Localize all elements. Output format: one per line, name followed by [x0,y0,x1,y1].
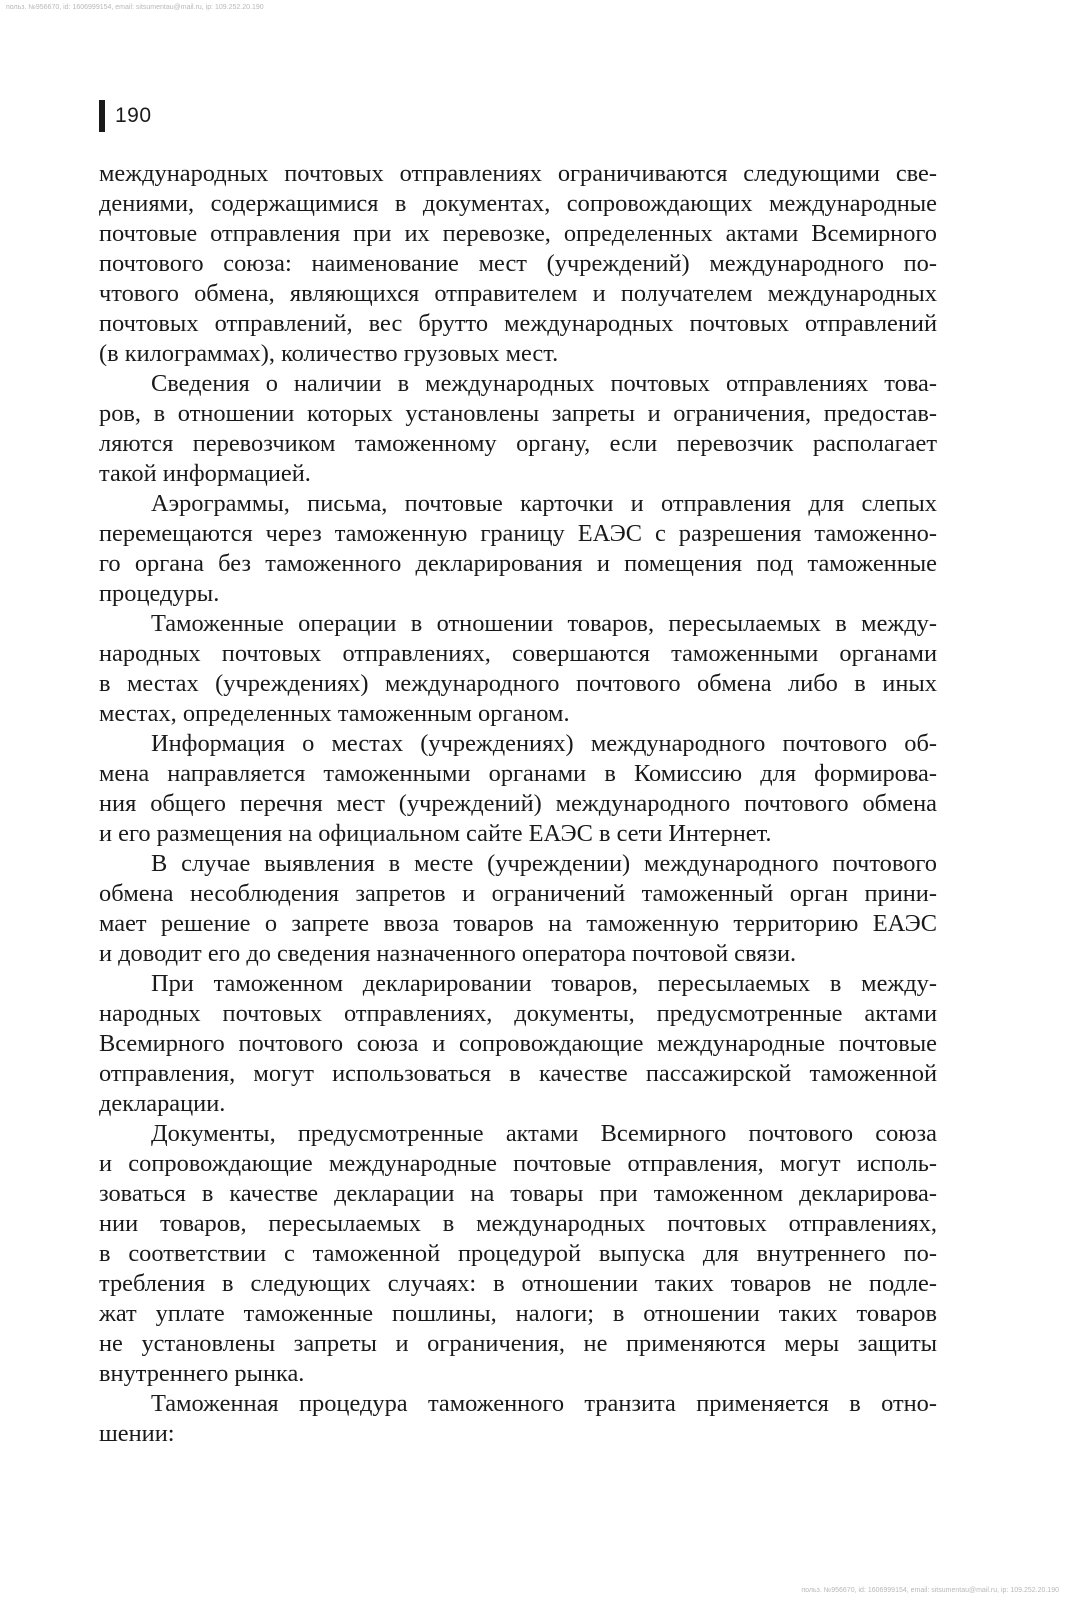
text-line: Таможенные операции в отношении товаров, пересылаемых в между- [151,610,937,637]
body-text [99,159,937,1449]
text-line: народных почтовых отправлениях, совершаются таможенными органами [99,640,937,667]
text-line: ров, в отношении которых установлены запреты и ограничения, предостав- [99,400,937,427]
text-line: обмена несоблюдения запретов и ограничений таможенный орган прини- [99,880,937,907]
text-line: шении: [99,1420,175,1447]
text-line: почтовых отправлений, вес брутто международных почтовых отправлений [99,310,937,337]
text-line: внутреннего рынка. [99,1360,305,1387]
text-line: го органа без таможенного декларирования и помещения под таможенные [99,550,937,577]
text-line: декларации. [99,1090,226,1117]
text-line: дениями, содержащимися в документах, сопровождающих международные [99,190,937,217]
text-line: чтового обмена, являющихся отправителем и получателем международных [99,280,937,307]
text-line: мена направляется таможенными органами в Комиссию для формирова- [99,760,937,787]
text-line: перемещаются через таможенную границу ЕАЭС с разрешения таможенно- [99,520,937,547]
text-line: не установлены запреты и ограничения, не применяются меры защиты [99,1330,937,1357]
text-line: местах, определенных таможенным органом. [99,700,570,727]
text-line: зоваться в качестве декларации на товары при таможенном декларирова- [99,1180,937,1207]
text-line: такой информацией. [99,460,311,487]
text-line: Аэрограммы, письма, почтовые карточки и отправления для слепых [151,490,937,517]
text-line: отправления, могут использоваться в качестве пассажирской таможенной [99,1060,937,1087]
text-line: международных почтовых отправлениях ограничиваются следующими све- [99,160,937,187]
text-line: и его размещения на официальном сайте ЕАЭС в сети Интернет. [99,820,772,847]
text-line: мает решение о запрете ввоза товаров на таможенную территорию ЕАЭС [99,910,937,937]
text-line: ния общего перечня мест (учреждений) международного почтового обмена [99,790,937,817]
text-line: народных почтовых отправлениях, документы, предусмотренные актами [99,1000,937,1027]
text-line: почтовые отправления при их перевозке, определенных актами Всемирного [99,220,937,247]
text-line: ляются перевозчиком таможенному органу, если перевозчик располагает [99,430,937,457]
watermark-bottom: польз. №956670, id: 1606999154, email: sitsumentau@mail.ru, ip: 109.252.20.190 [801,1587,1059,1594]
page-header [99,100,152,132]
text-line: в соответствии с таможенной процедурой выпуска для внутреннего по- [99,1240,937,1267]
text-line: и сопровождающие международные почтовые отправления, могут исполь- [99,1150,937,1177]
text-line: нии товаров, пересылаемых в международных почтовых отправлениях, [99,1210,937,1237]
text-line: Документы, предусмотренные актами Всемирного почтового союза [151,1120,937,1147]
header-bar-mark [99,100,105,132]
text-line: в местах (учреждениях) международного почтового обмена либо в иных [99,670,937,697]
text-line: (в килограммах), количество грузовых мест. [99,340,559,367]
text-line: Сведения о наличии в международных почтовых отправлениях това- [151,370,937,397]
text-line: почтового союза: наименование мест (учреждений) международного по- [99,250,937,277]
text-line: жат уплате таможенные пошлины, налоги; в отношении таких товаров [99,1300,937,1327]
text-line: требления в следующих случаях: в отношении таких товаров не подле- [99,1270,937,1297]
text-line: и доводит его до сведения назначенного оператора почтовой связи. [99,940,797,967]
text-line: процедуры. [99,580,220,607]
text-line: Информация о местах (учреждениях) международного почтового об- [151,730,937,757]
page-number: 190 [115,104,152,127]
text-line: При таможенном декларировании товаров, пересылаемых в между- [151,970,937,997]
text-line: Всемирного почтового союза и сопровождающие международные почтовые [99,1030,937,1057]
text-line: Таможенная процедура таможенного транзита применяется в отно- [151,1390,937,1417]
text-line: В случае выявления в месте (учреждении) международного почтового [151,850,937,877]
watermark-top: польз. №956670, id: 1606999154, email: sitsumentau@mail.ru, ip: 109.252.20.190 [6,4,264,11]
